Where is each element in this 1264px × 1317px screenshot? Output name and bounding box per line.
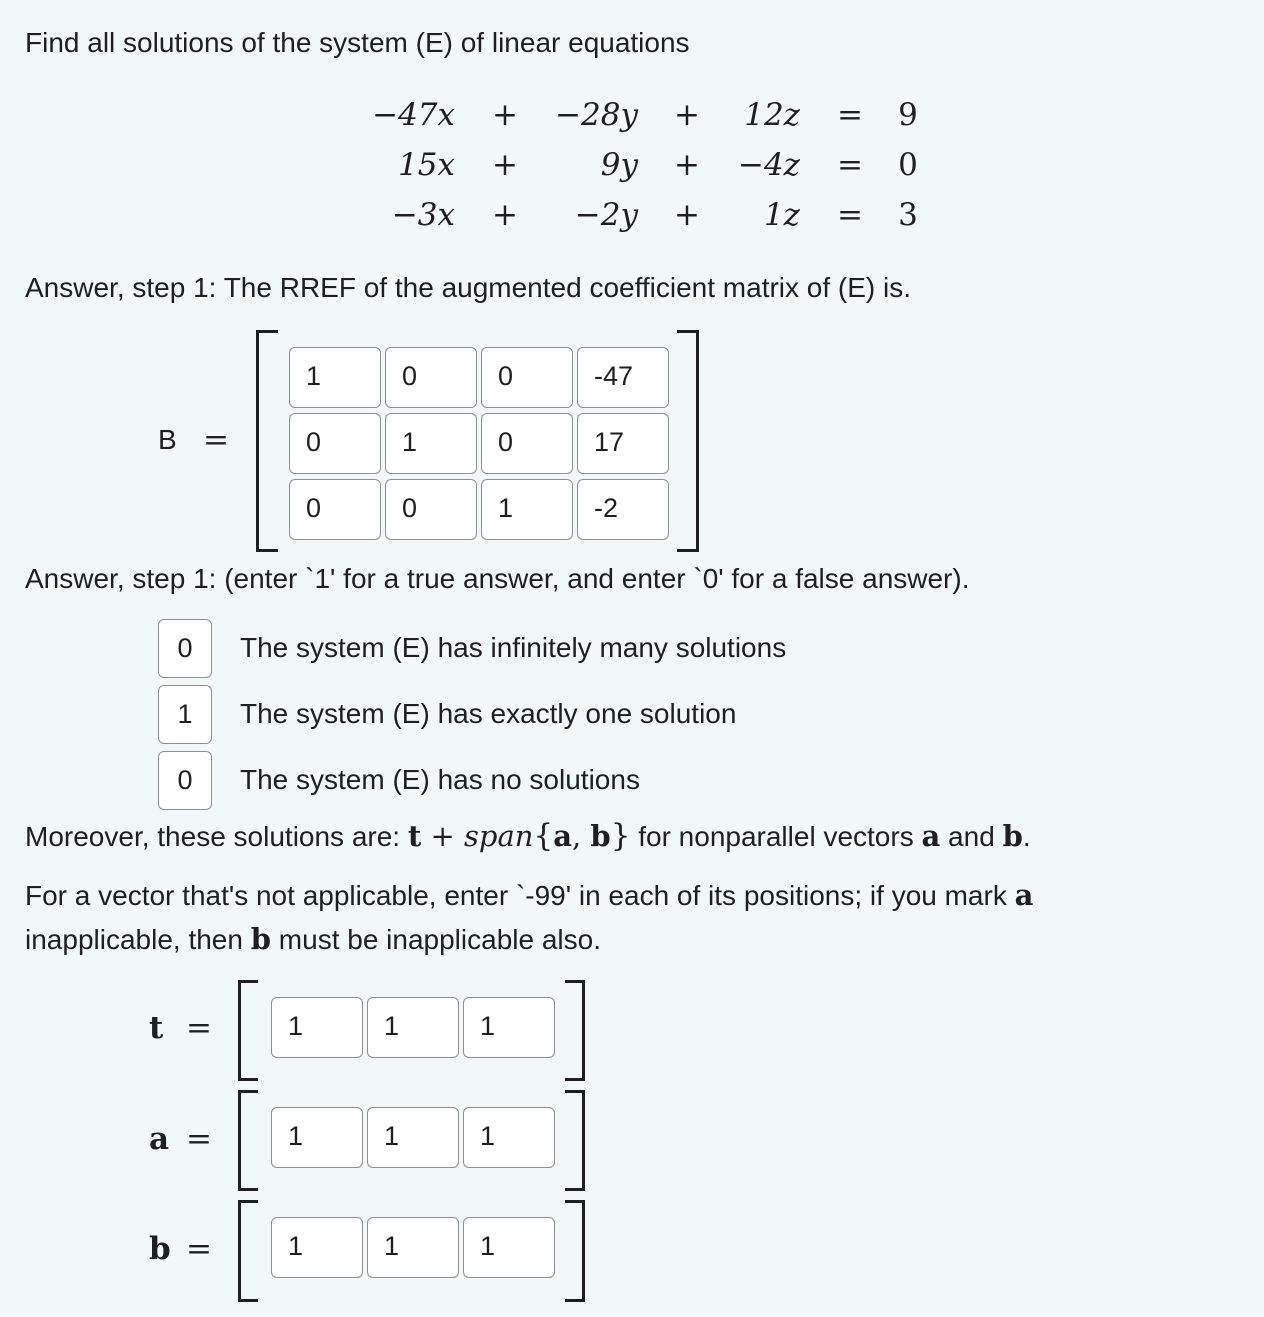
equals-sign: = bbox=[837, 197, 863, 233]
vector-b-left-bracket bbox=[238, 1200, 258, 1302]
vector-b-cell[interactable]: 1 bbox=[367, 1217, 459, 1278]
vector-t-right-bracket bbox=[565, 980, 585, 1081]
choice-input-one[interactable]: 1 bbox=[158, 685, 212, 744]
term-z: −4z bbox=[737, 147, 800, 183]
plus-sign: + bbox=[421, 819, 465, 853]
plus-sign: + bbox=[492, 147, 518, 183]
step2-text: Answer, step 1: (enter `1' for a true answer, and enter `0' for a false answer). bbox=[25, 563, 970, 594]
moreover-end: . bbox=[1022, 821, 1031, 852]
choice-label-one: The system (E) has exactly one solution bbox=[240, 698, 737, 729]
choice-label-none: The system (E) has no solutions bbox=[240, 764, 640, 795]
vector-a-left-bracket bbox=[238, 1090, 258, 1191]
term-z: 12z bbox=[744, 97, 800, 133]
matrix-b-cell[interactable]: -2 bbox=[577, 479, 669, 540]
matrix-b-cell[interactable]: 0 bbox=[481, 347, 573, 408]
note-line-1 bbox=[25, 878, 1033, 912]
term-x: −47x bbox=[372, 97, 455, 133]
note-text: For a vector that's not applicable, enter `-99' in each of its positions; if you mark bbox=[25, 880, 1015, 911]
term-z: 1z bbox=[763, 197, 800, 233]
choice-input-infinite[interactable]: 0 bbox=[158, 619, 212, 678]
right-brace: } bbox=[610, 818, 631, 854]
b-symbol: b bbox=[1002, 819, 1023, 853]
intro-text: Find all solutions of the system (E) of linear equations bbox=[25, 27, 690, 58]
rhs-value: 0 bbox=[898, 147, 918, 183]
b-symbol: b bbox=[250, 922, 272, 956]
matrix-b-cell[interactable]: -47 bbox=[577, 347, 669, 408]
moreover-line bbox=[25, 818, 1031, 854]
vector-a-right-bracket bbox=[565, 1090, 585, 1191]
matrix-b-cell[interactable]: 0 bbox=[289, 479, 381, 540]
note-text: inapplicable, then bbox=[25, 924, 251, 955]
plus-sign: + bbox=[492, 97, 518, 133]
vector-t-label: t bbox=[149, 1010, 164, 1046]
matrix-b-cell[interactable]: 0 bbox=[385, 347, 477, 408]
comma: , bbox=[571, 819, 591, 853]
plus-sign: + bbox=[674, 97, 700, 133]
moreover-mid: for nonparallel vectors bbox=[630, 821, 922, 852]
vector-t-cell[interactable]: 1 bbox=[367, 997, 459, 1058]
matrix-b-cell[interactable]: 1 bbox=[481, 479, 573, 540]
vector-b-cell[interactable]: 1 bbox=[463, 1217, 555, 1278]
vector-a-equals: = bbox=[186, 1121, 212, 1157]
equals-sign: = bbox=[837, 147, 863, 183]
a-symbol: a bbox=[921, 819, 941, 853]
plus-sign: + bbox=[492, 197, 518, 233]
term-x: 15x bbox=[398, 147, 455, 183]
step1-text: Answer, step 1: The RREF of the augmented coefficient matrix of (E) is. bbox=[25, 272, 912, 303]
choice-label-infinite: The system (E) has infinitely many solutions bbox=[240, 632, 787, 663]
vector-t-cell[interactable]: 1 bbox=[271, 997, 363, 1058]
a-symbol: a bbox=[1014, 878, 1034, 912]
vector-a-cell[interactable]: 1 bbox=[463, 1107, 555, 1168]
vector-a-cell[interactable]: 1 bbox=[271, 1107, 363, 1168]
note-line-2 bbox=[25, 922, 601, 956]
left-brace: { bbox=[533, 818, 554, 854]
matrix-b-cell[interactable]: 0 bbox=[289, 413, 381, 474]
note-text: must be inapplicable also. bbox=[271, 924, 601, 955]
plus-sign: + bbox=[674, 147, 700, 183]
matrix-b-cell[interactable]: 0 bbox=[385, 479, 477, 540]
span-word: span bbox=[464, 819, 534, 853]
vector-t-cell[interactable]: 1 bbox=[463, 997, 555, 1058]
system-row bbox=[0, 197, 1264, 237]
t-symbol: t bbox=[407, 819, 422, 853]
moreover-and: and bbox=[940, 821, 1003, 852]
moreover-pre: Moreover, these solutions are: bbox=[25, 821, 408, 852]
vector-b-label: b bbox=[149, 1231, 171, 1267]
b-symbol: b bbox=[590, 819, 611, 853]
rhs-value: 3 bbox=[898, 197, 918, 233]
term-y: −28y bbox=[555, 97, 638, 133]
matrix-b-right-bracket bbox=[677, 330, 699, 552]
vector-b-equals: = bbox=[186, 1231, 212, 1267]
plus-sign: + bbox=[674, 197, 700, 233]
equals-sign: = bbox=[837, 97, 863, 133]
matrix-b-cell[interactable]: 17 bbox=[577, 413, 669, 474]
matrix-b-cell[interactable]: 1 bbox=[289, 347, 381, 408]
choice-input-none[interactable]: 0 bbox=[158, 751, 212, 810]
term-y: −2y bbox=[574, 197, 638, 233]
rhs-value: 9 bbox=[898, 97, 918, 133]
term-y: 9y bbox=[600, 147, 638, 183]
system-row bbox=[0, 97, 1264, 137]
matrix-b-equals: = bbox=[203, 422, 229, 458]
vector-a-label: a bbox=[149, 1121, 170, 1157]
a-symbol: a bbox=[553, 819, 572, 853]
matrix-b-label: B bbox=[158, 424, 177, 455]
matrix-b-cell[interactable]: 0 bbox=[481, 413, 573, 474]
vector-b-right-bracket bbox=[565, 1200, 585, 1302]
matrix-b-left-bracket bbox=[256, 330, 278, 552]
system-row bbox=[0, 147, 1264, 187]
term-x: −3x bbox=[391, 197, 455, 233]
vector-b-cell[interactable]: 1 bbox=[271, 1217, 363, 1278]
matrix-b-cell[interactable]: 1 bbox=[385, 413, 477, 474]
vector-a-cell[interactable]: 1 bbox=[367, 1107, 459, 1168]
vector-t-left-bracket bbox=[238, 980, 258, 1081]
vector-t-equals: = bbox=[186, 1010, 212, 1046]
